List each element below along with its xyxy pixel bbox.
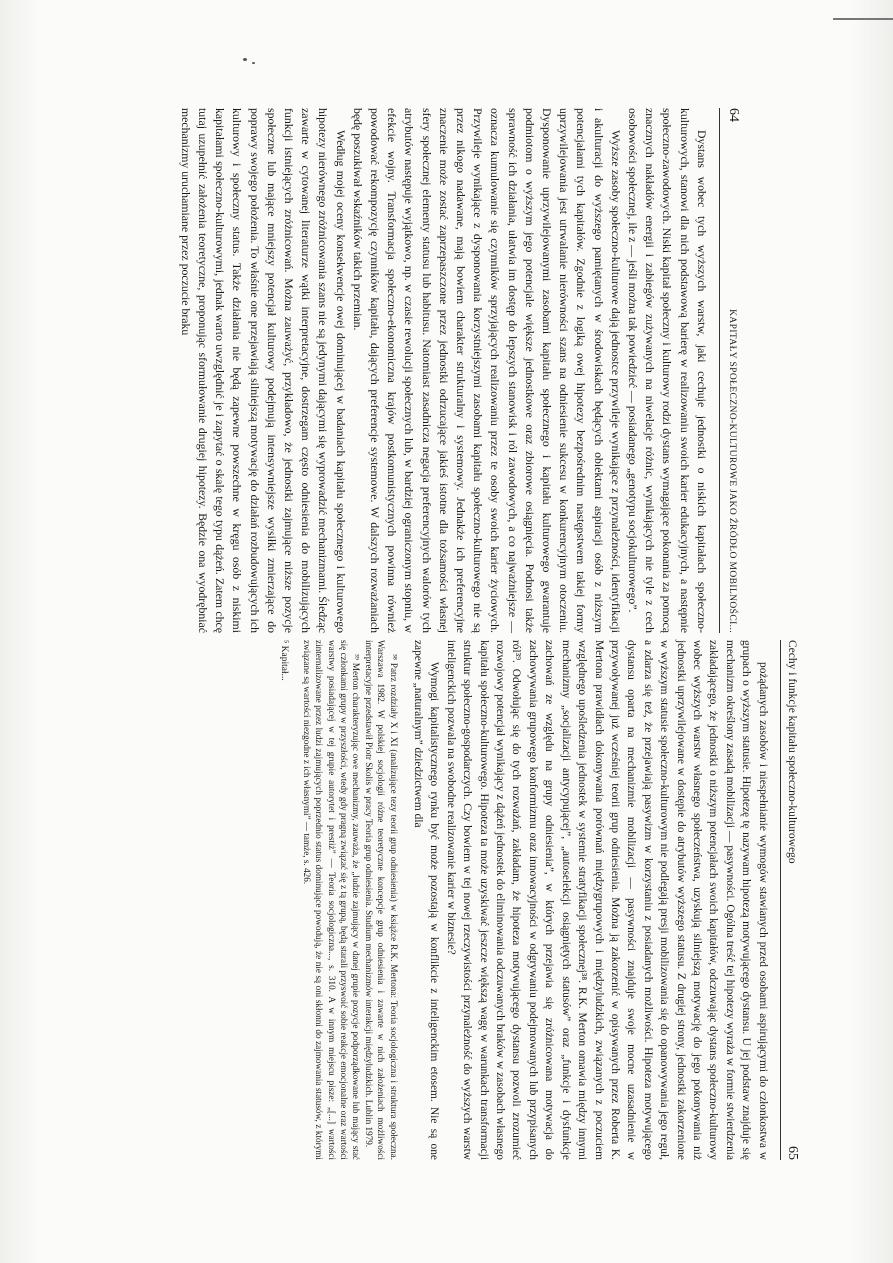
paragraph: Wymogi kapitalistycznego rynku być może pozostają w konflikcie z inteligenckim etosem. Nie są one zapewne „naturalnym” dziedzictwem dla — [412, 640, 441, 1160]
page-number: 64 — [726, 108, 741, 122]
running-head — [780, 640, 800, 1160]
running-head-title: Cechy i funkcje kapitału społeczno-kulturowego — [786, 640, 798, 864]
running-head-title: KAPITAŁY SPOŁECZNO-KULTUROWE JAKO ŹRÓDŁO MOBILNOŚCI... — [727, 309, 737, 633]
paragraph: Według mojej oceny konsekwencje owej dominującej w badaniach kapitału społecznego i kulturowego hipotezy nierównego zróżnicowania szans nie są jedynymi dającymi się wyprowadzić mechanizmami. Śledząc zawarte w cytowanej literaturze wątki interpretacyjne, dostrzegam często odniesienia do mobilizujących funkcji istniejących zróżnicowań. Można zauważyć, przykładowo, że jednostki zajmujące niższe pozycje społeczne lub mające mniejszy potencjał kulturowy podejmują intensywniejsze wysiłki zmierzające do poprawy swojego położenia. To właśnie one przejawiają silniejszą motywację do działań rozbudowujących ich kulturowy i społeczny status. Także działania nie będą zapewne powszechne w kręgu osób z niskimi kapitałami społeczno-kulturowymi, jednak warto uwzględnić je i zapytać o skalę tego typu dążeń. Zatem chcę tutaj uzupełnić założenia teoretyczne, proponując sformułowanie drugiej hipotezy. Będzie ona wyodrębniać mechanizmy uruchamiane przez poczucie braku — [178, 108, 348, 633]
dust-speck — [252, 62, 255, 64]
footnote: ³⁸ Patrz rozdziały X i XI (analizujące tezy teorii grup odniesienia) w książce R.K. Mertona: Teoria socjologiczna i struktura społeczna. Warszawa 1982. W polskiej socjologii różne teoretyczne koncepcje grup odniesienia i zawarte w nich założeniach możliwości interpretacyjne przedstawił Piotr Skolis w pracy Teoria grup odniesienia. Studium mechanizmów interakcji międzyludzkich. Lublin 1979. — [363, 640, 399, 1160]
footnotes — [300, 640, 399, 1160]
book-page-65 — [48, 640, 800, 1160]
dust-speck — [243, 58, 247, 61]
paragraph: Dystans wobec tych wyższych warstw, jaki cechuje jednostki o niskich kapitałach społeczno-kulturowych, stanowi dla nich podstawową barierę w realizowaniu swoich karier edukacyjnych, a następnie społeczno-zawodowych. Niski kapitał społeczny i kulturowy rodzi dystans wymagające pokonania za pomocą znacznych nakładów energii i zabiegów zużywanych na niwelacje różnic, wynikających nie tyle z cech osobowości społecznej, ile z — jeśli można tak powiedzieć — posiadanego „genotypu socjokulturowego”. — [625, 108, 709, 633]
page-number: 65 — [785, 1146, 800, 1160]
paragraph: pożądanych zasobów i niespełnianie wymogów stawianych przed osobami aspirującymi do członkostwa w grupach o wyższym statusie. Hipotezę tę nazywam hipotezą motywującego dystansu. U jej podstaw znajduje się mechanizm określony zasadą mobilizacji — pasywności. Ogólna treść tej hipotezy wyraża w formie stwierdzenia zakładającego, że jednostki o niższym potencjałach swoich kapitałów, odczuwając dystans społeczno-kulturowy wobec wyższych warstw własnego społeczeństwa, uzyskują silniejszą motywację do jego pokonywania niż jednostki uprzywilejowane w dostępie do atrybutów wyższego statusu. Z drugiej strony, jednostki zakorzenione w wyższym statusie społeczno-kulturowym nie podlegają presji mobilizowania się do opanowywania jego reguł, a zdarza się też, że przejawiają pasywizm w korzystaniu z posiadanych możliwości. Hipoteza motywującego dystansu oparta na mechanizmie mobilizacji — pasywności znajduje swoje mocne uzasadnienie w przywoływanej już wcześniej teorii grup odniesienia. Można ją zakorzenić w opisywanych przez Roberta K. Mertona prawidłach dokonywania porównań międzygrupowych i międzyludzkich, związanych z poczuciem względnego upośledzenia jednostek w systemie stratyfikacji społecznej³⁸. R.K. Merton omawia między innymi mechanizmy „socjalizacji antycypującej”, „autoselekcji osiągniętych statusów” oraz „funkcje i dysfunkcje zachowań ze względu na grupy odniesienia”, w których przejawia się zróżnicowana motywacja do zachowywania grupowego konformizmu oraz innowacyjności w odgrywaniu podejmowanych lub przypisanych ról³⁹. Odwołując się do tych rozważań, zakładam, że hipoteza motywującego dystansu pozwoli zrozumieć rozwojowy potencjał wynikający z dążeń jednostek do eliminowania odczuwanych braków w zasobach własnego kapitału społeczno-kulturowego. Hipoteza ta może uzyskiwać jeszcze większą wagę w warunkach transformacji struktur społeczno-gospodarczych. Czy bowiem w tej nowej rzeczywistości przynależność do wyższych warstw inteligenckich pozwala na swobodne realizowanie karier w biznesie? — [444, 640, 769, 1160]
book-page-64 — [2, 108, 742, 633]
bottom-note: ⁵ Kapitał... — [279, 640, 290, 681]
paragraph: Wyższe zasoby społeczno-kulturowe dają jednostce przywileje wynikające z przynależności, identyfikacji i akulturacji do wyższego pamiętanych w środowiskach będących obiektami aspiracji osób z niższym potencjałami tych kapitałów. Zgodnie z logiką owej hipotezy bezpośrednim następstwem takiej formy uprzywilejowania jest utrwalanie nierówności szans na odniesienie sukcesu w konkurencyjnym otoczeniu. Dysponowanie uprzywilejowanymi zasobami kapitału społecznego i kapitału kulturowego gwarantuje podmiotom o wyższym jego potencjale większe jednostkowe oraz zbiorowe osiągnięcia. Podnosi także sprawność ich działania, ułatwia im dostęp do lepszych stanowisk i ról zawodowych, a co najważniejsze — oznacza kumulowanie się czynników sprzyjających realizowaniu przez te osoby swoich karier życiowych. Przywileje wynikające z dysponowania korzystniejszymi zasobami kapitału społeczno-kulturowego nie są przez nikogo nadawane, mają bowiem charakter strukturalny i systemowy. Jednakże ich preferencyjne znaczenie może zostać zaprzepaszczone przez jednostki odrzucające jakieś istotne dla tożsamości własnej sfery społecznej elementy statusu lub habitusu. Natomiast zasadnicza negacja preferencyjnych walorów tych atrybutów następuje wyjątkowo, np. w czasie rewolucji społecznych lub, w bardziej ograniczonym stopniu, w efekcie wojny. Transformacja społeczno-ekonomiczna krajów postkomunistycznych powinna również powodować rekompozycję czynników kapitału, dających preferencje systemowe. W dalszych rozważaniach będę poszukiwał wskaźników takich przemian. — [350, 108, 623, 633]
running-head — [719, 108, 742, 633]
scan-edge-mark — [833, 18, 893, 20]
footnote: ³⁹ Merton charakteryzując owe mechanizmy, zauważa, że „ludzie zajmujący w danej grupie pozycje podporządkowane lub mający stać się członkami grupy w przyszłości, wtedy gdy pragną związać się z tą grupą, będą starali przyswoić sobie reakcje emocjonalne oraz wartości warstwy posiadającej w tej grupie autorytet i prestiż” — Teoria socjologiczna..., s. 310. A w innym miejscu pisze: „[...] wartości zinternalizowane przez ludzi zajmujących poprzednio status dominujące powodują, że nie są oni skłonni do zajmowania statusów, z którymi związane są wartości niezgodne z ich własnymi” — tamże, s. 426. — [301, 640, 362, 1160]
